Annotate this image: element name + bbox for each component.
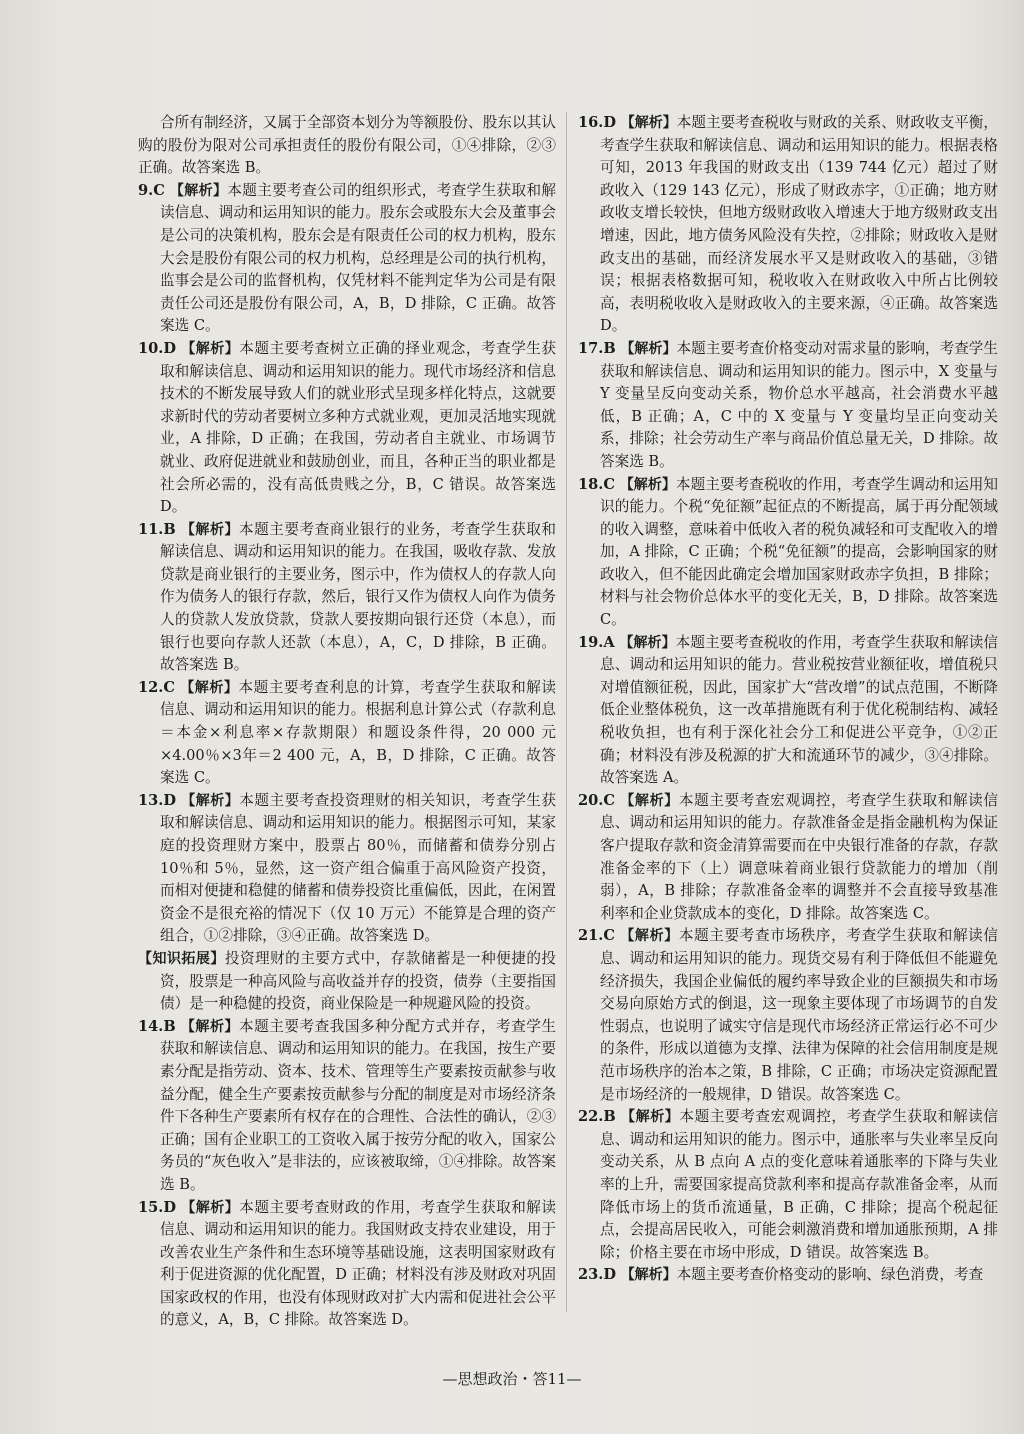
analysis-tag: 【解析】	[169, 182, 228, 199]
left-entries-continued	[138, 1016, 556, 1332]
answer-entry	[138, 1197, 556, 1333]
note-tag: 【知识拓展】	[138, 950, 225, 967]
analysis-tag: 【解析】	[619, 634, 676, 651]
analysis-tag: 【解析】	[180, 679, 239, 696]
answer-entry	[138, 677, 556, 790]
analysis-tag: 【解析】	[180, 521, 240, 538]
answer-number: 21.C	[578, 927, 616, 945]
right-column	[578, 112, 998, 1287]
analysis-text: 本题主要考查税收与财政的关系、财政收支平衡，考查学生获取和解读信息、调动和运用知识的能力。根据表格可知，2013 年我国的财政支出（139 744 亿元）超过了财政收入（129 143 亿元），形成了财政赤字，①正确；地方财政收支增长较快，但地方级财政收入增速大于地方级财政支出增速，因此，地方债务风险没有失控，②排除；财政收入是财政支出的基础，而经济发展水平又是财政收入的基础，③错误；根据表格数据可知，税收收入在财政收入中所占比例较高，表明税收收入是财政收入的主要来源，④正确。故答案选 D。	[600, 114, 999, 335]
page-footer: —思想政治・答11—	[442, 1370, 582, 1388]
analysis-text: 本题主要考查税收的作用，考查学生调动和运用知识的能力。个税“免征额”起征点的不断提高，属于再分配领域的收入调整，意味着中低收入者的税负减轻和可支配收入的增加，A 排除，C 正确；个税“免征额”的提高，会影响国家的财政收入，但不能因此确定会增加国家财政赤字负担，B 排除；材料与社会物价总体水平的变化无关，B，D 排除。故答案选 C。	[600, 475, 999, 629]
analysis-text: 本题主要考查公司的组织形式，考查学生获取和解读信息、调动和运用知识的能力。股东会或股东大会及董事会是公司的决策机构，股东会是有限责任公司的权力机构，股东大会是股份有限公司的权力机构，总经理是公司的执行机构，监事会是公司的监督机构，仅凭材料不能判定华为公司是有限责任公司还是股份有限公司，A，B，D 排除，C 正确。故答案选 C。	[160, 181, 557, 335]
answer-number: 12.C	[138, 678, 176, 696]
left-entries	[138, 180, 556, 948]
answer-entry	[578, 632, 998, 790]
answer-entry	[138, 1016, 556, 1197]
answer-number: 20.C	[578, 791, 616, 809]
left-column	[138, 112, 556, 1332]
analysis-tag: 【解析】	[620, 1267, 677, 1284]
answer-entry	[578, 112, 998, 338]
analysis-tag: 【解析】	[619, 476, 676, 493]
note-text: 投资理财的主要方式中，存款储蓄是一种便捷的投资，股票是一种高风险与高收益并存的投资，债券（主要指国债）是一种稳健的投资，商业保险是一种规避风险的投资。	[160, 949, 556, 1013]
analysis-text: 本题主要考查宏观调控，考查学生获取和解读信息、调动和运用知识的能力。图示中，通胀率与失业率呈反向变动关系，从 B 点向 A 点的变化意味着通胀率的下降与失业率的上升，需要国家提高贷款利率和提高存款准备金率，从而降低市场上的货币流通量，B 正确，C 排除；提高个税起征点，会提高居民收入，可能会刺激消费和增加通胀预期，A 排除；价格主要在市场中形成，D 错误。故答案选 B。	[600, 1108, 999, 1261]
analysis-tag: 【解析】	[620, 792, 679, 809]
analysis-tag: 【解析】	[620, 1109, 680, 1126]
analysis-text: 本题主要考查商业银行的业务，考查学生获取和解读信息、调动和运用知识的能力。在我国，吸收存款、发放贷款是商业银行的主要业务，图示中，作为债权人的存款人向作为债务人的银行存款，然后，银行又作为债权人向作为债务人的贷款人发放贷款，贷款人要按期向银行还贷（本息），而银行也要向存款人还款（本息），A，C，D 排除，B 正确。故答案选 B。	[160, 520, 556, 674]
analysis-tag: 【解析】	[181, 340, 240, 357]
analysis-tag: 【解析】	[180, 1018, 240, 1035]
answer-number: 23.D	[578, 1266, 617, 1284]
answer-entry	[138, 338, 556, 519]
analysis-text: 本题主要考查宏观调控，考查学生获取和解读信息、调动和运用知识的能力。存款准备金是指金融机构为保证客户提取存款和资金清算需要而在中央银行准备的存款，存款准备金率的下（上）调意味着商业银行贷款能力的增加（削弱），A，B 排除；存款准备金率的调整并不会直接导致基准利率和企业贷款成本的变化，D 排除。故答案选 C。	[600, 791, 999, 922]
analysis-text: 本题主要考查利息的计算，考查学生获取和解读信息、调动和运用知识的能力。根据利息计算公式（存款利息＝本金×利息率×存款期限）和题设条件得，20 000 元×4.00％×3年＝2 400 元，A，B，D 排除，C 正确。故答案选 C。	[160, 678, 556, 787]
analysis-tag: 【解析】	[620, 115, 677, 131]
answer-number: 19.A	[578, 633, 615, 651]
answer-entry	[578, 790, 998, 926]
analysis-text: 本题主要考查我国多种分配方式并存，考查学生获取和解读信息、调动和运用知识的能力。在我国，按生产要素分配是指劳动、资本、技术、管理等生产要素按贡献参与收益分配，健全生产要素按贡献参与分配的制度是对市场经济条件下各种生产要素所有权存在的合理性、合法性的确认，②③正确；国有企业职工的工资收入属于按劳分配的收入，国家公务员的“灰色收入”是非法的，应该被取缔，①④排除。故答案选 B。	[160, 1017, 556, 1193]
analysis-text: 本题主要考查价格变动的影响、绿色消费，考查	[676, 1266, 984, 1284]
answer-entry	[578, 925, 998, 1106]
continuation-text: 合所有制经济，又属于全部资本划分为等额股份、股东以其认购的股份为限对公司承担责任的股份有限公司，①④排除，②③正确。故答案选 B。	[138, 114, 556, 177]
answer-number: 10.D	[138, 339, 177, 357]
knowledge-note	[138, 948, 556, 1016]
answer-number: 18.C	[578, 475, 616, 493]
analysis-text: 本题主要考查价格变动对需求量的影响，考查学生获取和解读信息、调动和运用知识的能力。图示中，X 变量与 Y 变量呈反向变动关系，物价总水平越高，社会消费水平越低，B 正确；A，C 中的 X 变量与 Y 变量均呈正向变动关系，排除；社会劳动生产率与商品价值总量无关，D 排除。故答案选 B。	[600, 339, 999, 470]
analysis-text: 本题主要考查投资理财的相关知识，考查学生获取和解读信息、调动和运用知识的能力。根据图示可知，某家庭的投资理财方案中，股票占 80％，而储蓄和债券分别占 10％和 5％，显然，这一资产组合偏重于高风险资产投资，而相对便捷和稳健的储蓄和债券投资比重偏低，因此，在闲置资金不是很充裕的情况下（仅 10 万元）不能算是合理的资产组合，①②排除，③④正确。故答案选 D。	[160, 791, 556, 945]
answer-number: 13.D	[138, 791, 177, 809]
answer-entry	[138, 180, 556, 338]
answer-number: 22.B	[578, 1108, 616, 1126]
answer-entry	[578, 1264, 998, 1287]
analysis-text: 本题主要考查树立正确的择业观念，考查学生获取和解读信息、调动和运用知识的能力。现代市场经济和信息技术的不断发展导致人们的就业形式呈现多样化特点，这就要求新时代的劳动者要树立多种方式就业观，更加灵活地实现就业，A 排除，D 正确；在我国，劳动者自主就业、市场调节就业、政府促进就业和鼓励创业，而且，各种正当的职业都是社会所必需的，没有高低贵贱之分，B，C 错误。故答案选 D。	[160, 339, 556, 516]
analysis-tag: 【解析】	[620, 340, 677, 357]
analysis-tag: 【解析】	[181, 792, 240, 809]
answer-number: 11.B	[138, 520, 176, 538]
answer-entry	[138, 519, 556, 677]
answer-entry	[578, 1106, 998, 1264]
analysis-text: 本题主要考查税收的作用，考查学生获取和解读信息、调动和运用知识的能力。营业税按营业额征收，增值税只对增值额征税，因此，国家扩大“营改增”的试点范围，不断降低企业整体税负，这一改革措施既有利于优化税制结构、减轻税收负担，也有利于深化社会分工和促进公平竞争，①②正确；材料没有涉及税源的扩大和流通环节的减少，③④排除。故答案选 A。	[600, 633, 998, 787]
analysis-tag: 【解析】	[620, 928, 679, 945]
answer-number: 14.B	[138, 1017, 176, 1035]
answer-entry	[578, 338, 998, 474]
analysis-text: 本题主要考查财政的作用，考查学生获取和解读信息、调动和运用知识的能力。我国财政支持农业建设，用于改善农业生产条件和生态环境等基础设施，这表明国家财政有利于促进资源的优化配置，D 正确；材料没有涉及财政对巩固国家政权的作用，也没有体现财政对扩大内需和促进社会公平的意义，A，B，C 排除。故答案选 D。	[160, 1198, 556, 1329]
right-entries	[578, 112, 998, 1287]
answer-entry	[138, 790, 556, 948]
answer-entry	[578, 474, 998, 632]
answer-number: 9.C	[138, 181, 165, 199]
answer-number: 17.B	[578, 339, 616, 357]
answer-number: 16.D	[578, 114, 617, 131]
column-divider	[566, 112, 567, 1312]
analysis-text: 本题主要考查市场秩序，考查学生获取和解读信息、调动和运用知识的能力。现货交易有利于降低但不能避免经济损失，我国企业偏低的履约率导致企业的巨额损失和市场交易向原始方式的倒退，这一现象主要体现了市场调节的自发性弱点，也说明了诚实守信是现代市场经济正常运行必不可少的条件，形成以道德为支撑、法律为保障的社会信用制度是规范市场秩序的治本之策，B 排除，C 正确；市场决定资源配置是市场经济的一般规律，D 错误。故答案选 C。	[600, 927, 999, 1103]
answer-number: 15.D	[138, 1198, 177, 1216]
analysis-tag: 【解析】	[181, 1199, 240, 1216]
